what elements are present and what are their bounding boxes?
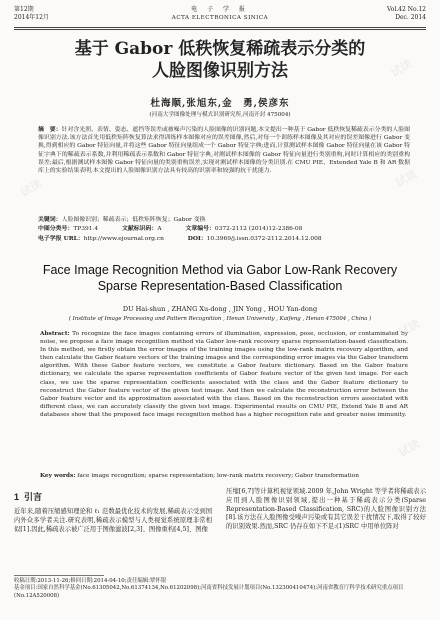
clc-label: 中图分类号：: [38, 225, 74, 232]
doi-label: DOI：: [187, 235, 207, 242]
watermark: 试读: [18, 177, 45, 200]
keywords-zh: [38, 216, 410, 224]
doi-link[interactable]: 10.3969/j.issn.0372-2112.2014.12.008: [206, 236, 322, 242]
paper-title-zh: [0, 38, 440, 82]
journal-name-en: ACTA ELECTRONICA SINICA: [171, 15, 269, 21]
section-number: 1: [14, 492, 20, 502]
body-left-column: 近年来,随着压缩感知理论和 ℓ₁ 范数最优化技术的发展,稀疏表示受到国内外众多学者关注.研究表明,稀疏表示模型与人类视觉系统原理非常相似[1].因此,稀疏表示被广泛用于图像滤波[2,3]、图像重构[4,5]、图像: [14, 508, 212, 533]
section-title: 引言: [24, 492, 43, 502]
url-doi-line: [38, 235, 418, 243]
watermark: 试读: [396, 437, 423, 460]
keywords-en-label: Key words:: [40, 473, 76, 479]
authors-zh: 杜海顺,张旭东,金 勇,侯彦东: [150, 98, 290, 109]
issue-number: 第12期: [14, 6, 34, 13]
abstract-zh: [38, 126, 410, 175]
abstract-en-label: Abstract:: [40, 331, 70, 337]
article-number-label: 文章编号：: [185, 225, 215, 232]
classification-line: [38, 225, 418, 233]
doc-code-value: A: [157, 226, 162, 232]
abstract-en-text: To recognize the face images containing errors of illumination, expression, pose, occlusion, or contaminated by noise, we propose a face image recognition method via Gabor low-rank recovery sparse representation-based classification. In this method, we firstly obtain the error images of the training images using the low-rank matrix recovery algorithm, and then calculate the Gabor feature vectors of the training images and the corresponding error images via the Gabor transform algorithm. With these Gabor feature vectors, we constitute a Gabor feature dictionary. Based on the Gabor feature dictionary, we calculate the sparse representation coefficients of Gabor feature vector of the given test image. For each class, we use the sparse representation coefficients associated with the class and the Gabor feature dictionary to reconstruct the Gabor feature vector of the given test image. And then we calculate the reconstruction error between the Gabor feature vector and its approximation associated with the class. Based on the reconstruction errors associated with different class, we can accurately classify the given test image. Experimental results on CMU PIE, Extend Yale B and AR databases show that the proposed face image recognition method has a higher recognition rate and greater noise immunity.: [40, 331, 408, 418]
watermark: 试读: [396, 317, 423, 340]
footnote: [14, 578, 426, 600]
header-right: [387, 6, 426, 22]
doc-code-label: 文献标识码：: [121, 225, 158, 232]
keywords-zh-text: 人脸图像识别；稀疏表示；低秩矩阵恢复；Gabor 变换: [61, 217, 206, 223]
title-en-line-1: Face Image Recognition Method via Gabor Low-Rank Recovery: [42, 263, 398, 277]
clc-value: TP391.4: [73, 226, 99, 232]
volume-number: Vol.42 No.12: [386, 6, 426, 13]
affiliation-zh: (河南大学图像处理与模式识别研究所,河南开封 475004): [149, 112, 291, 118]
keywords-en-text: face image recognition; sparse representation; low-rank matrix recovery; Gabor transformation: [77, 473, 359, 479]
abstract-en: [40, 330, 408, 419]
abstract-zh-text: 针对含光照、表情、姿态、遮挡等误差或被噪声污染的人脸图像的识别问题,本文提出一种基于 Gabor 低秩恢复稀疏表示分类的人脸图像识别方法.该方法首先用低秩矩阵恢复算法求得训练样本图像对应的误差图像,然后,对每一个训练样本图像及其对应的误差图像进行 Gabor 变换,得到相应的 Gabor 特征向量,并将这些 Gabor 特征向量组成一个 Gabor 特征字典;进而,计算测试样本图像 Gabor 特征向量在该 Gabor 特征字典下的稀疏表示系数,并利用稀疏表示系数和 Gabor 特征字典,对测试样本图像的 Gabor 特征向量进行类别重构,同时计算相应的类别重构误差;最后,根据测试样本图像 Gabor 特征向量的类别重构误差,实现对测试样本图像的分类识别.在 CMU PIE、Extended Yale B 和 AR 数据库上的实验结果表明,本文提出的人脸图像识别方法具有较高的识别率和较强的抗干扰能力.: [38, 127, 411, 175]
url-label: 电子学报 URL：: [38, 235, 84, 242]
abstract-zh-label: 摘 要：: [38, 126, 62, 133]
footnote-rule: [14, 575, 104, 576]
issue-date-en: Dec. 2014: [395, 14, 426, 21]
header-rule-thin: [14, 29, 426, 30]
title-zh-line-2: 人脸图像识别方法: [152, 61, 288, 81]
watermark: 试读: [393, 167, 420, 190]
header-rule: [14, 27, 426, 28]
article-number-value: 0372-2112 (2014)12-2386-08: [214, 226, 303, 232]
affiliation-en: ( Institute of Image Processing and Pattern Recognition , Henan University , Kaifeng , Henan 475004 , China ): [68, 316, 372, 322]
running-header: [14, 6, 426, 26]
fund-info: 基金项目:国家自然科学基金(No.61305042,No.61374134,No.61202098);河南省科技发展计划项目(No.132300410474);河南省教育厅科学技术研究重点项目(No.12A520008): [14, 585, 404, 599]
received-date: 收稿日期:2013-11-26;修回日期:2014-04-10;责任编辑:覃怀银: [14, 578, 167, 584]
header-center: [14, 6, 426, 22]
paper-title-en: [20, 262, 420, 294]
keywords-en: [40, 472, 408, 480]
watermark: 试读: [388, 57, 415, 80]
body-right-column: 压缩[6,7]等计算机视觉领域.2009 年,John Wright 等学者将稀疏表示应用到人脸图像识别领域,提出一种基于稀疏表示分类(Sparse Representation-Based Classification, SRC)的人脸图像识别方法[8].该方法在人脸图像受噪声污染或有其它误差干扰情况下,取得了较好的识别效果.然而,SRC 仍存在如下不足:(1)SRC 中用单位阵对: [226, 488, 426, 531]
issue-date: 2014年12月: [14, 14, 49, 21]
keywords-zh-label: 关键词：: [38, 216, 62, 223]
title-en-line-2: Sparse Representation-Based Classification: [97, 279, 343, 293]
journal-url-link[interactable]: http://www.ejournal.org.cn: [83, 236, 164, 242]
section-heading: [14, 490, 42, 503]
authors-en: DU Hai-shun , ZHANG Xu-dong , JIN Yong , HOU Yan-dong: [122, 305, 318, 313]
title-zh-line-1: 基于 Gabor 低秩恢复稀疏表示分类的: [74, 39, 366, 59]
journal-name-zh: 电 子 学 报: [191, 6, 249, 13]
